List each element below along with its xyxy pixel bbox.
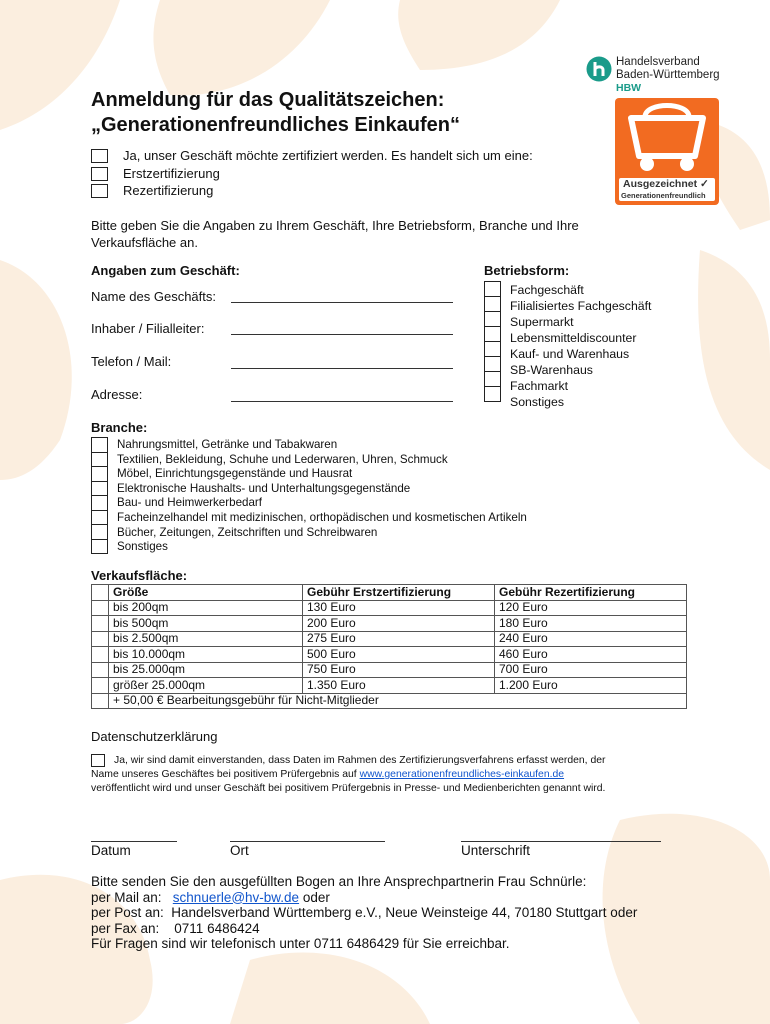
betriebsform-checkbox[interactable] — [484, 356, 501, 372]
table-row: bis 200qm 130 Euro 120 Euro — [92, 600, 687, 616]
phone-label: Telefon / Mail: — [91, 354, 172, 369]
erstzertifizierung-label: Erstzertifizierung — [123, 166, 220, 181]
branche-heading: Branche: — [91, 420, 148, 435]
table-row: größer 25.000qm 1.350 Euro 1.200 Euro — [92, 678, 687, 694]
cert-main-label: Ja, unser Geschäft möchte zertifiziert werden. Es handelt sich um eine: — [123, 148, 533, 163]
datenschutz-heading: Datenschutzerklärung — [91, 729, 218, 744]
footer-post: per Post an: Handelsverband Württemberg e.V., Neue Weinsteige 44, 70180 Stuttgart oder — [91, 905, 638, 920]
betriebsform-checkbox[interactable] — [484, 341, 501, 357]
branche-item: Textilien, Bekleidung, Schuhe und Lederwaren, Uhren, Schmuck — [117, 452, 448, 466]
betriebsform-checkbox[interactable] — [484, 386, 501, 402]
instructions: Bitte geben Sie die Angaben zu Ihrem Geschäft, Ihre Betriebsform, Branche und Ihre Verkaufsfläche an. — [91, 218, 579, 250]
quality-badge — [615, 98, 719, 205]
phone-field[interactable] — [231, 356, 453, 369]
datenschutz-text1: Ja, wir sind damit einverstanden, dass Daten im Rahmen des Zertifizierungsverfahrens erfasst werden, der — [114, 755, 606, 766]
size-checkbox[interactable] — [92, 678, 109, 694]
branche-checkbox[interactable] — [91, 495, 108, 511]
col-size: Größe — [109, 585, 303, 601]
badge-line1: Ausgezeichnet ✓ — [623, 178, 709, 190]
branche-item: Möbel, Einrichtungsgegenstände und Hausrat — [117, 467, 353, 481]
betriebsform-item: Filialisiertes Fachgeschäft — [510, 299, 652, 313]
branche-checkbox[interactable] — [91, 539, 108, 555]
branche-item: Facheinzelhandel mit medizinischen, orthopädischen und kosmetischen Artikeln — [117, 510, 527, 524]
place-field[interactable] — [230, 829, 385, 842]
shopping-cart-icon — [615, 98, 719, 176]
footer-contact — [91, 874, 637, 952]
size-checkbox[interactable] — [92, 600, 109, 616]
footer-fax: per Fax an: 0711 6486424 — [91, 920, 260, 936]
branche-checkbox[interactable] — [91, 437, 108, 453]
table-row: bis 25.000qm 750 Euro 700 Euro — [92, 662, 687, 678]
signature-field[interactable] — [461, 829, 661, 842]
cert-option-first — [91, 166, 220, 181]
betriebsform-item: Sonstiges — [510, 395, 565, 409]
datenschutz-checkbox[interactable] — [91, 754, 105, 767]
shop-heading: Angaben zum Geschäft: — [91, 263, 240, 278]
member-fee-note: + 50,00 € Bearbeitungsgebühr für Nicht-Mitglieder — [109, 693, 687, 709]
branche-checkbox[interactable] — [91, 524, 108, 540]
shop-name-field[interactable] — [231, 290, 453, 303]
hbw-logo — [586, 56, 720, 95]
betriebsform-checkbox[interactable] — [484, 296, 501, 312]
shop-name-label: Name des Geschäfts: — [91, 289, 216, 304]
address-label: Adresse: — [91, 387, 143, 402]
col-first-fee: Gebühr Erstzertifizierung — [303, 585, 495, 601]
rezertifizierung-label: Rezertifizierung — [123, 183, 214, 198]
cert-main-option — [91, 148, 533, 163]
betriebsform-item: Supermarkt — [510, 315, 574, 329]
betriebsform-item: Lebensmitteldiscounter — [510, 331, 637, 345]
branche-checkbox[interactable] — [91, 481, 108, 497]
betriebsform-checkbox[interactable] — [484, 281, 501, 297]
branche-item: Bau- und Heimwerkerbedarf — [117, 496, 262, 510]
table-row: bis 10.000qm 500 Euro 460 Euro — [92, 647, 687, 663]
erstzertifizierung-checkbox[interactable] — [91, 167, 108, 181]
branche-checkboxes — [91, 438, 108, 554]
org-name-line2: Baden-Württemberg — [616, 69, 720, 81]
footer-phone: Für Fragen sind wir telefonisch unter 0711 6486429 für Sie erreichbar. — [91, 936, 510, 951]
org-name-line1: Handelsverband — [616, 56, 700, 68]
betriebsform-item: Fachmarkt — [510, 379, 569, 393]
col-re-fee: Gebühr Rezertifizierung — [495, 585, 687, 601]
badge-line2: Generationenfreundlich — [621, 191, 706, 200]
betriebsform-item: Kauf- und Warenhaus — [510, 347, 630, 361]
date-label: Datum — [91, 843, 131, 858]
org-abbr: HBW — [616, 82, 642, 94]
address-field[interactable] — [231, 389, 453, 402]
email-link[interactable]: schnuerle@hv-bw.de — [172, 889, 300, 905]
betriebsform-item: Fachgeschäft — [510, 283, 584, 297]
rezertifizierung-checkbox[interactable] — [91, 184, 108, 198]
verkaufsflaeche-heading: Verkaufsfläche: — [91, 568, 188, 583]
page-title: Anmeldung für das Qualitätszeichen: „Generationenfreundliches Einkaufen“ — [91, 89, 460, 136]
cert-option-re — [91, 183, 213, 198]
footer-line1: Bitte senden Sie den ausgefüllten Bogen an Ihre Ansprechpartnerin Frau Schnürle: — [91, 874, 587, 889]
betriebsform-checkboxes — [484, 282, 501, 402]
signature-label: Unterschrift — [461, 843, 531, 858]
table-row: bis 500qm 200 Euro 180 Euro — [92, 616, 687, 632]
branche-checkbox[interactable] — [91, 466, 108, 482]
size-checkbox[interactable] — [92, 631, 109, 647]
size-checkbox[interactable] — [92, 662, 109, 678]
branche-item: Elektronische Haushalts- und Unterhaltungsgegenstände — [117, 481, 411, 495]
verkaufsflaeche-table — [91, 584, 687, 709]
hbw-logo-icon — [586, 56, 612, 82]
branche-list — [117, 438, 527, 555]
table-header-row — [92, 585, 687, 601]
size-checkbox[interactable] — [92, 616, 109, 632]
branche-item: Sonstiges — [117, 540, 168, 554]
betriebsform-heading: Betriebsform: — [484, 263, 570, 278]
place-label: Ort — [230, 843, 249, 858]
betriebsform-list — [510, 282, 651, 410]
date-field[interactable] — [91, 829, 177, 842]
branche-item: Nahrungsmittel, Getränke und Tabakwaren — [117, 438, 338, 451]
member-fee-checkbox[interactable] — [92, 693, 109, 709]
datenschutz-text3: veröffentlicht wird und unser Geschäft bei positivem Prüfergebnis in Presse- und Medienberichten genannt wird. — [91, 783, 606, 794]
owner-field[interactable] — [231, 322, 453, 335]
branche-item: Bücher, Zeitungen, Zeitschriften und Schreibwaren — [117, 525, 378, 539]
betriebsform-checkbox[interactable] — [484, 371, 501, 387]
website-link[interactable]: www.generationenfreundliches-einkaufen.de — [359, 769, 565, 780]
branche-checkbox[interactable] — [91, 452, 108, 468]
owner-label: Inhaber / Filialleiter: — [91, 321, 205, 336]
footer-mail: per Mail an: schnuerle@hv-bw.de oder — [91, 889, 330, 905]
betriebsform-item: SB-Warenhaus — [510, 363, 593, 377]
table-row: bis 2.500qm 275 Euro 240 Euro — [92, 631, 687, 647]
datenschutz-text2: Name unseres Geschäftes bei positivem Prüfergebnis auf www.generationenfreundliches-einkaufen.de — [91, 769, 565, 780]
branche-checkbox[interactable] — [91, 510, 108, 526]
table-note-row — [92, 693, 687, 709]
betriebsform-checkbox[interactable] — [484, 326, 501, 342]
betriebsform-checkbox[interactable] — [484, 311, 501, 327]
cert-main-checkbox[interactable] — [91, 149, 108, 163]
size-checkbox[interactable] — [92, 647, 109, 663]
